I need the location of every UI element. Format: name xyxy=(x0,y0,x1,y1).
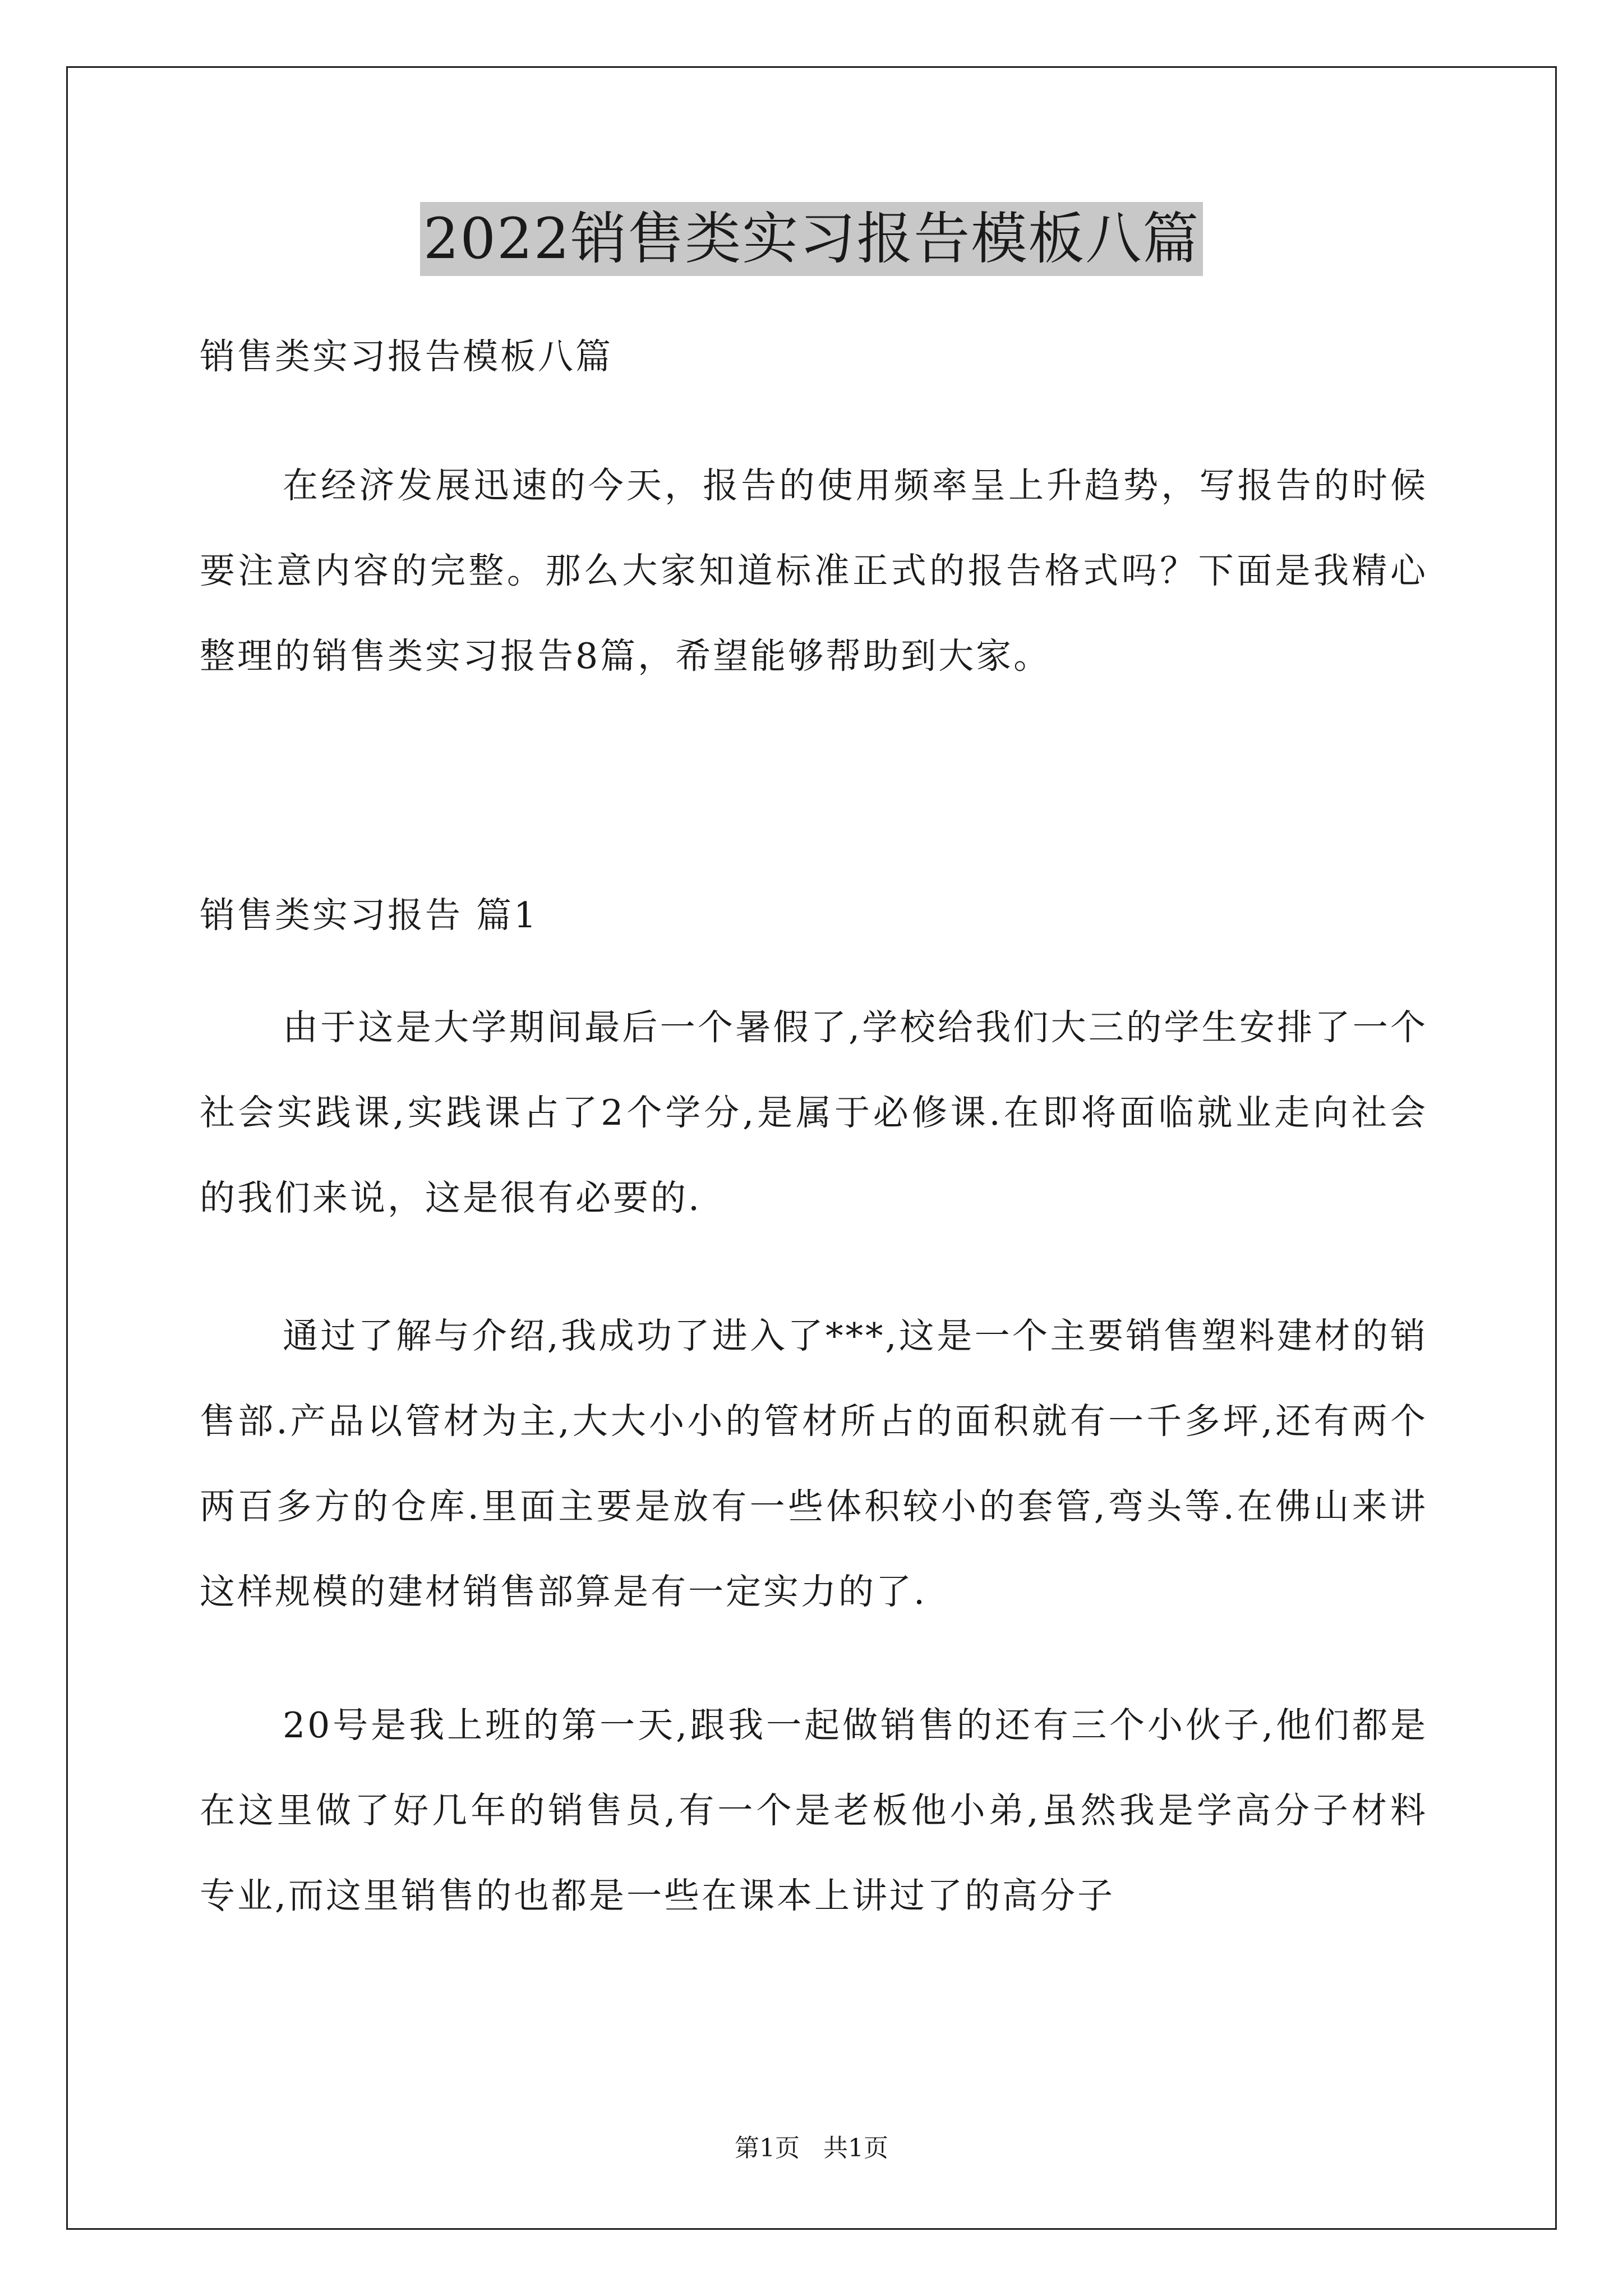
document-subtitle: 销售类实习报告模板八篇 xyxy=(200,336,613,377)
section-paragraph: 通过了解与介绍,我成功了进入了***,这是一个主要销售塑料建材的销售部.产品以管材为主,大大小小的管材所占的面积就有一千多坪,还有两个两百多方的仓库.里面主要是放有一些体积较小的套管,弯头等.在佛山来讲这样规模的建材销售部算是有一定实力的了. xyxy=(200,1315,1428,1612)
section-paragraph: 20号是我上班的第一天,跟我一起做销售的还有三个小伙子,他们都是在这里做了好几年的销售员,有一个是老板他小弟,虽然我是学高分子材料专业,而这里销售的也都是一些在课本上讲过了的高分子 xyxy=(200,1705,1428,1916)
title-container xyxy=(0,202,1623,276)
intro-paragraph: 在经济发展迅速的今天，报告的使用频率呈上升趋势，写报告的时候要注意内容的完整。那么大家知道标准正式的报告格式吗？下面是我精心整理的销售类实习报告8篇，希望能够帮助到大家。 xyxy=(200,465,1428,677)
section-paragraph: 由于这是大学期间最后一个暑假了,学校给我们大三的学生安排了一个社会实践课,实践课占了2个学分,是属于必修课.在即将面临就业走向社会的我们来说，这是很有必要的. xyxy=(200,1007,1428,1218)
document-title: 2022销售类实习报告模板八篇 xyxy=(420,202,1204,276)
section-heading: 销售类实习报告 篇1 xyxy=(200,895,539,936)
page-number-footer: 第1页 共1页 xyxy=(735,2134,888,2162)
